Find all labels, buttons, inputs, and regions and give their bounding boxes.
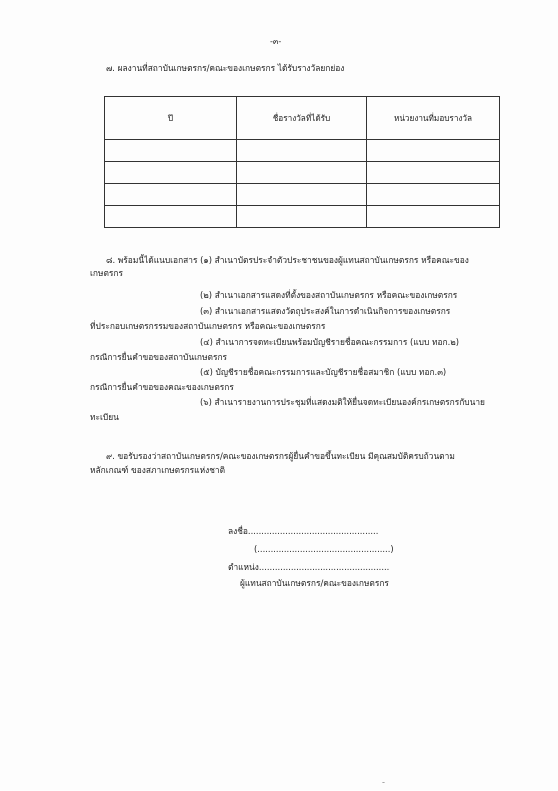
table-cell (105, 206, 237, 228)
section9-line2: หลักเกณฑ์ ของสภาเกษตรกรแห่งชาติ (90, 465, 226, 475)
table-cell (367, 140, 500, 162)
table-row (105, 162, 500, 184)
table-cell (367, 184, 500, 206)
table-row (105, 140, 500, 162)
table-cell (367, 206, 500, 228)
table-cell (105, 184, 237, 206)
header-awarding-agency: หน่วยงานที่มอบรางวัล (367, 97, 500, 140)
table-cell (105, 140, 237, 162)
signature-role: ผู้แทนสถาบันเกษตรกร/คณะของเกษตรกร (240, 578, 389, 588)
page-number: -๓- (270, 37, 282, 46)
section8-item6-line1: (๖) สำเนารายงานการประชุมที่แสดงมติให้ยื่นจดทะเบียนองค์กรเกษตรกรกับนาย (200, 397, 485, 407)
table-cell (237, 140, 367, 162)
table-cell (105, 162, 237, 184)
awards-table (104, 96, 500, 228)
header-year: ปี (105, 97, 237, 140)
table-cell (237, 184, 367, 206)
signature-position-line: ตำแหน่ง................................................. (228, 562, 390, 572)
table-cell (237, 206, 367, 228)
section7-heading: ๗. ผลงานที่สถาบันเกษตรกร/คณะของเกษตรกร ได้รับรางวัลยกย่อง (106, 63, 345, 73)
table-row (105, 184, 500, 206)
section8-item3-line1: (๓) สำเนาเอกสารแสดงวัตถุประสงค์ในการดำเนินกิจการของเกษตรกร (200, 306, 451, 316)
section8-item3-line2: ที่ประกอบเกษตรกรรมของสถาบันเกษตรกร หรือคณะของเกษตรกร (90, 321, 326, 331)
table-cell (367, 162, 500, 184)
section8-item4-line2: กรณีการยื่นคำขอของสถาบันเกษตรกร (90, 352, 228, 362)
section8-item5-line1: (๕) บัญชีรายชื่อคณะกรรมการและบัญชีรายชื่อสมาชิก (แบบ ทอก.๓) (200, 367, 447, 377)
scan-mark: ˜ (382, 782, 385, 789)
section9-line1: ๙. ขอรับรองว่าสถาบันเกษตรกร/คณะของเกษตรกรผู้ยื่นคำขอขึ้นทะเบียน มีคุณสมบัติครบถ้วนตาม (106, 451, 455, 461)
signature-name-line: (..................................................) (254, 544, 394, 554)
table-header-row (105, 97, 500, 140)
table-cell (237, 162, 367, 184)
section8-item2: (๒) สำเนาเอกสารแสดงที่ตั้งของสถาบันเกษตรกร หรือคณะของเกษตรกร (200, 290, 458, 300)
section8-item6-line2: ทะเบียน (90, 412, 119, 422)
table-row (105, 206, 500, 228)
section8-item5-line2: กรณีการยื่นคำขอของคณะของเกษตรกร (90, 382, 234, 392)
section8-item4-line1: (๔) สำเนาการจดทะเบียนพร้อมบัญชีรายชื่อคณะกรรมการ (แบบ ทอก.๒) (200, 337, 460, 347)
header-award-name: ชื่อรางวัลที่ได้รับ (237, 97, 367, 140)
section8-intro-line2: เกษตรกร (90, 268, 123, 278)
section8-intro-line1: ๘. พร้อมนี้ได้แนบเอกสาร (๑) สำเนาบัตรประจำตัวประชาชนของผู้แทนสถาบันเกษตรกร หรือคณะของ (106, 255, 469, 265)
signature-line: ลงชื่อ................................................. (228, 526, 379, 536)
